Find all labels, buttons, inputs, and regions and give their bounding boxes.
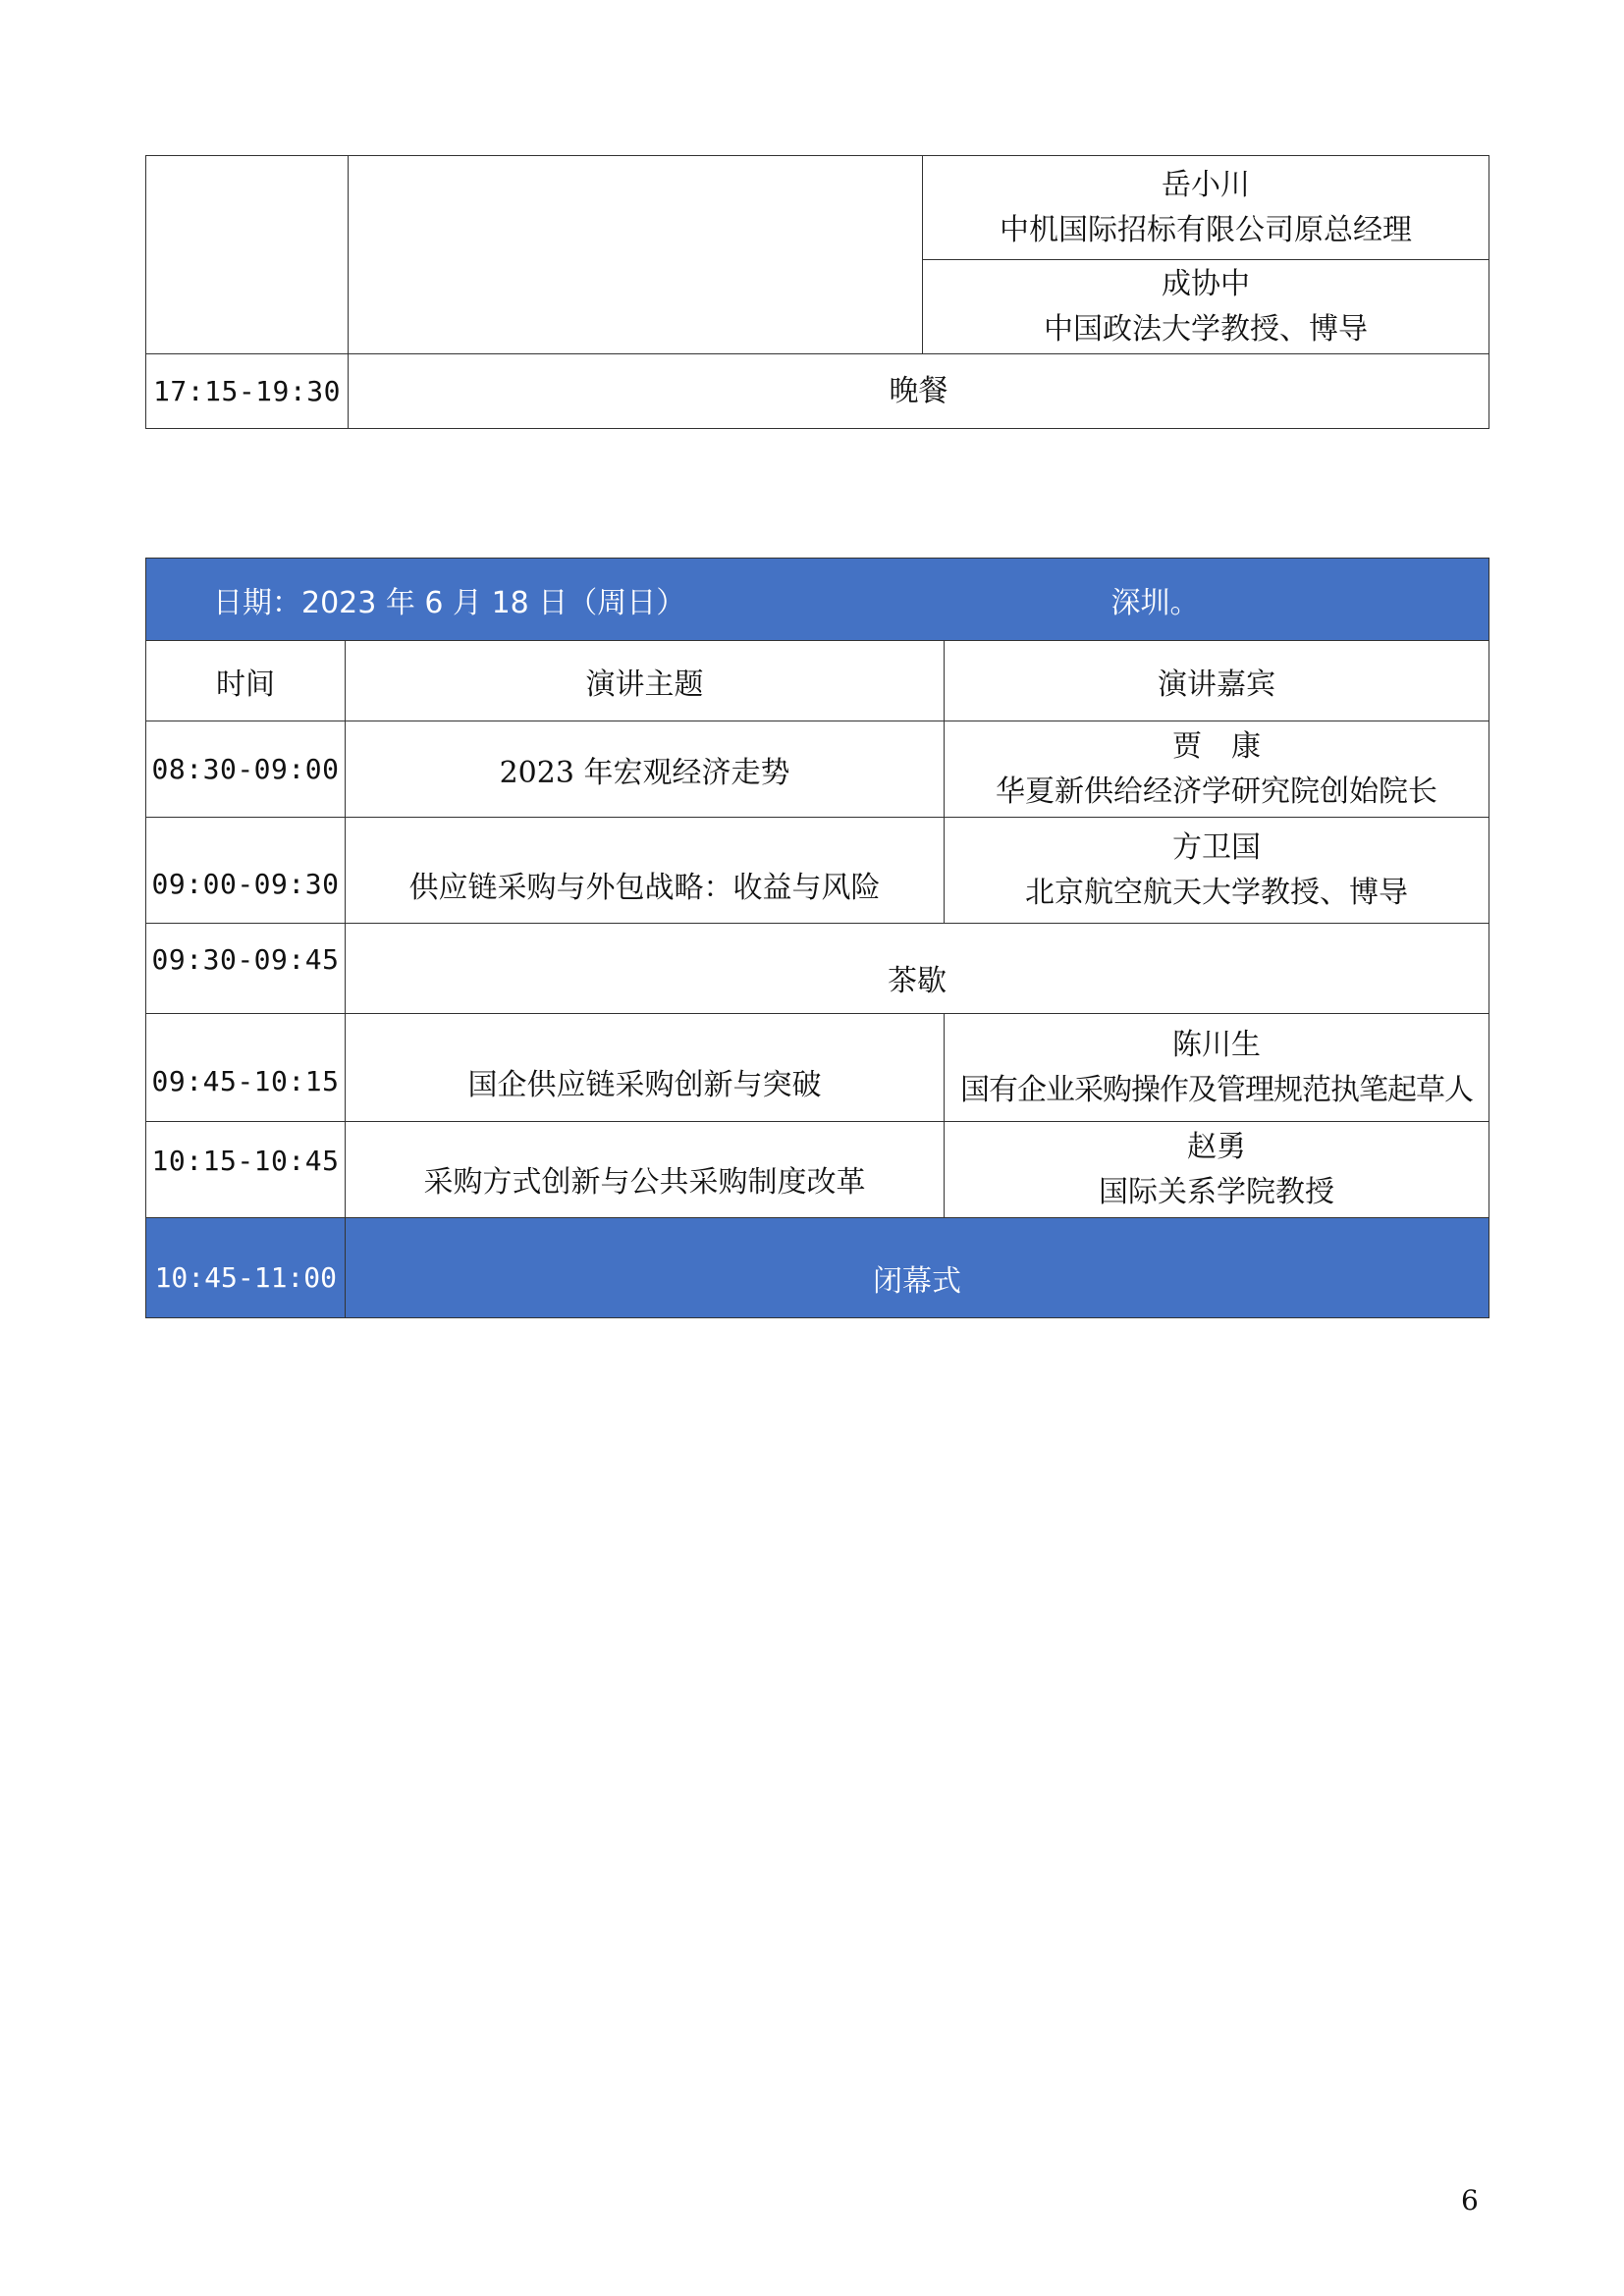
closing-time: 10:45-11:00 [146,1218,346,1318]
session-topic: 国企供应链采购创新与突破 [346,1014,945,1122]
speaker-name: 岳小川 [1162,167,1250,202]
speaker-name: 成协中 [1162,266,1250,301]
table-row [146,818,1489,924]
table-row [146,1122,1489,1218]
speaker-title: 国有企业采购操作及管理规范执笔起草人 [960,1072,1474,1107]
empty-topic-cell [349,156,923,354]
speaker-cell [923,260,1489,354]
closing-label: 闭幕式 [346,1218,1489,1318]
empty-time-cell [146,156,349,354]
date-header: 日期：2023 年 6 月 18 日（周日） [146,559,945,641]
dinner-label: 晚餐 [349,354,1489,429]
speaker-name: 陈川生 [1172,1027,1262,1062]
break-row [146,924,1489,1014]
session-time: 09:45-10:15 [146,1014,346,1122]
speaker-title: 北京航空航天大学教授、博导 [1025,875,1409,910]
speaker-cell [945,1122,1489,1218]
schedule-table-continued [145,155,1489,429]
session-topic: 2023 年宏观经济走势 [346,721,945,818]
dinner-time: 17:15-19:30 [146,354,349,429]
speaker-title: 中机国际招标有限公司原总经理 [1000,212,1412,247]
column-header-speaker: 演讲嘉宾 [945,641,1489,721]
speaker-name: 方卫国 [1172,829,1262,865]
location-header: 深圳。 [945,559,1489,641]
page-number: 6 [1461,2184,1479,2216]
column-header-topic: 演讲主题 [346,641,945,721]
break-label: 茶歇 [346,924,1489,1014]
schedule-table-june18 [145,558,1489,1318]
session-time: 10:15-10:45 [146,1122,346,1218]
speaker-cell [923,156,1489,260]
table-row [146,721,1489,818]
speaker-name: 贾 康 [1172,728,1262,764]
column-header-time: 时间 [146,641,346,721]
speaker-name: 赵勇 [1187,1129,1247,1164]
table-row [146,1014,1489,1122]
break-time: 09:30-09:45 [146,924,346,1014]
speaker-cell [945,721,1489,818]
session-time: 09:00-09:30 [146,818,346,924]
session-time: 08:30-09:00 [146,721,346,818]
speaker-title: 华夏新供给经济学研究院创始院长 [996,774,1438,809]
speaker-cell [945,1014,1489,1122]
session-topic: 供应链采购与外包战略：收益与风险 [346,818,945,924]
session-topic: 采购方式创新与公共采购制度改革 [346,1122,945,1218]
closing-row [146,1218,1489,1318]
speaker-cell [945,818,1489,924]
speaker-title: 国际关系学院教授 [1099,1174,1335,1209]
speaker-title: 中国政法大学教授、博导 [1044,311,1368,347]
